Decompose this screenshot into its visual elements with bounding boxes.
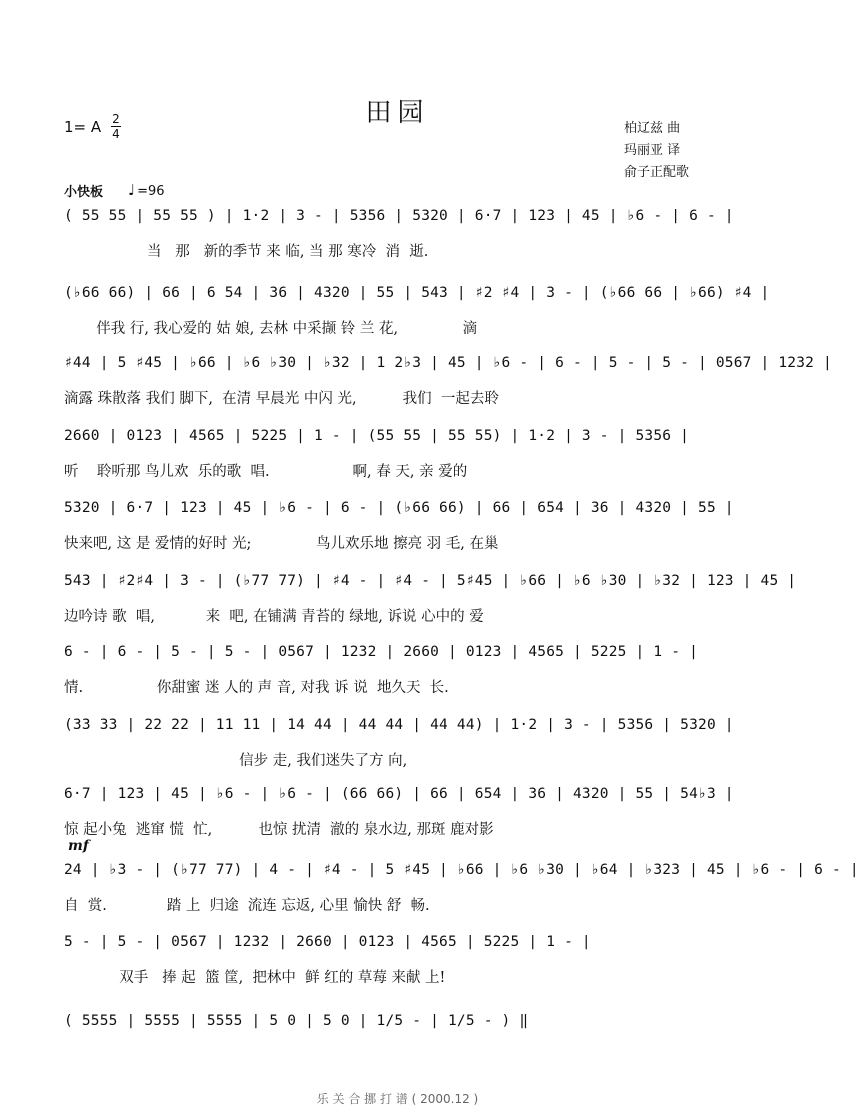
credits [624,118,689,184]
time-signature-top: 2 [112,112,120,126]
score-line [64,1013,730,1065]
notes-row: (33 33 | 22 22 | 11 11 | 14 44 | 44 44 | 44 44) | 1·2 | 3 - | 5356 | 5320 | [64,717,734,733]
notes-row: 6·7 | 123 | 45 | ♭6 - | ♭6 - | (66 66) | 66 | 654 | 36 | 4320 | 55 | 54♭3 | [64,786,734,802]
score-line [64,573,797,625]
lyrics-row: 情. 你甜蜜 迷 人的 声 音, 对我 诉 说 地久天 长. [64,680,449,696]
score-line [64,285,770,337]
time-signature [111,113,121,140]
credit-composer: 柏辽兹 曲 [624,121,681,136]
score-line [64,644,730,696]
notes-row: (♭66 66) | 66 | 6 54 | 36 | 4320 | 55 | 543 | ♯2 ♯4 | 3 - | (♭66 66 | ♭66) ♯4 | [64,285,770,301]
score-line [64,208,734,260]
lyrics-row [64,1045,730,1065]
credit-lyricist: 俞子正配歌 [624,165,690,180]
tempo-bpm-value: =96 [137,184,165,199]
footer-note: 乐 关 合 挪 打 谱 ( 2000.12 ) [316,1092,479,1106]
score-line [64,500,734,552]
notes-row: 24 | ♭3 - | (♭77 77) | 4 - | ♯4 - | 5 ♯45 | ♭66 | ♭6 ♭30 | ♭64 | ♭323 | 45 | ♭6 - | 6 - | [64,862,859,878]
score-line [64,717,734,769]
notes-row: 6 - | 6 - | 5 - | 5 - | 0567 | 1232 | 2660 | 0123 | 4565 | 5225 | 1 - | [64,644,699,660]
notes-row: ( 5555 | 5555 | 5555 | 5 0 | 5 0 | 1/5 - | 1/5 - ) ‖ [64,1013,529,1029]
lyrics-row: 快来吧, 这 是 爱情的好时 光; 鸟儿欢乐地 擦亮 羽 毛, 在巢 [64,536,499,552]
dynamic-mark: mf [68,838,89,854]
score-line [64,934,730,986]
credit-translator: 玛丽亚 译 [624,143,681,158]
time-signature-bottom: 4 [112,127,120,141]
notes-row: 543 | ♯2♯4 | 3 - | (♭77 77) | ♯4 - | ♯4 - | 5♯45 | ♭66 | ♭6 ♭30 | ♭32 | 123 | 45 | [64,573,797,589]
notes-row: ( 55 55 | 55 55 ) | 1·2 | 3 - | 5356 | 5320 | 6·7 | 123 | 45 | ♭6 - | 6 - | [64,208,734,224]
score-line [64,428,730,480]
lyrics-row: 当 那 新的季节 来 临, 当 那 寒冷 消 逝. [64,244,429,260]
lyrics-row: 边吟诗 歌 唱, 来 吧, 在铺满 青苔的 绿地, 诉说 心中的 爱 [64,609,484,625]
tempo-bpm [128,181,165,199]
key-signature: 1= A [64,118,102,136]
lyrics-row: 自 赏. 踏 上 归途 流连 忘返, 心里 愉快 舒 畅. [64,898,430,914]
score-line [64,862,859,914]
lyrics-row: 双手 捧 起 篮 筐, 把林中 鲜 红的 草莓 来献 上! [64,970,446,986]
notes-row: 5 - | 5 - | 0567 | 1232 | 2660 | 0123 | 4565 | 5225 | 1 - | [64,934,591,950]
page-title: 田园 [365,98,430,128]
lyrics-row: 惊 起小兔 逃窜 慌 忙, 也惊 扰清 澈的 泉水边, 那斑 鹿对影 [64,822,494,838]
lyrics-row: 伴我 行, 我心爱的 姑 娘, 去林 中采撷 铃 兰 花, 滴 [64,321,478,337]
lyrics-row: 滴露 珠散落 我们 脚下, 在清 早晨光 中闪 光, 我们 一起去聆 [64,391,499,407]
lyrics-row: 信步 走, 我们迷失了方 向, [64,753,408,769]
score-line [64,786,734,838]
notes-row: 2660 | 0123 | 4565 | 5225 | 1 - | (55 55 | 55 55) | 1·2 | 3 - | 5356 | [64,428,690,444]
tempo-marking: 小快板 [64,185,104,200]
notes-row: ♯44 | 5 ♯45 | ♭66 | ♭6 ♭30 | ♭32 | 1 2♭3 | 45 | ♭6 - | 6 - | 5 - | 5 - | 0567 | 1232 | [64,355,832,371]
lyrics-row: 听 聆听那 鸟儿欢 乐的歌 唱. 啊, 春 天, 亲 爱的 [64,464,468,480]
quarter-note-icon: ♩ [128,181,136,199]
notes-row: 5320 | 6·7 | 123 | 45 | ♭6 - | 6 - | (♭66 66) | 66 | 654 | 36 | 4320 | 55 | [64,500,734,516]
score-line [64,355,832,407]
